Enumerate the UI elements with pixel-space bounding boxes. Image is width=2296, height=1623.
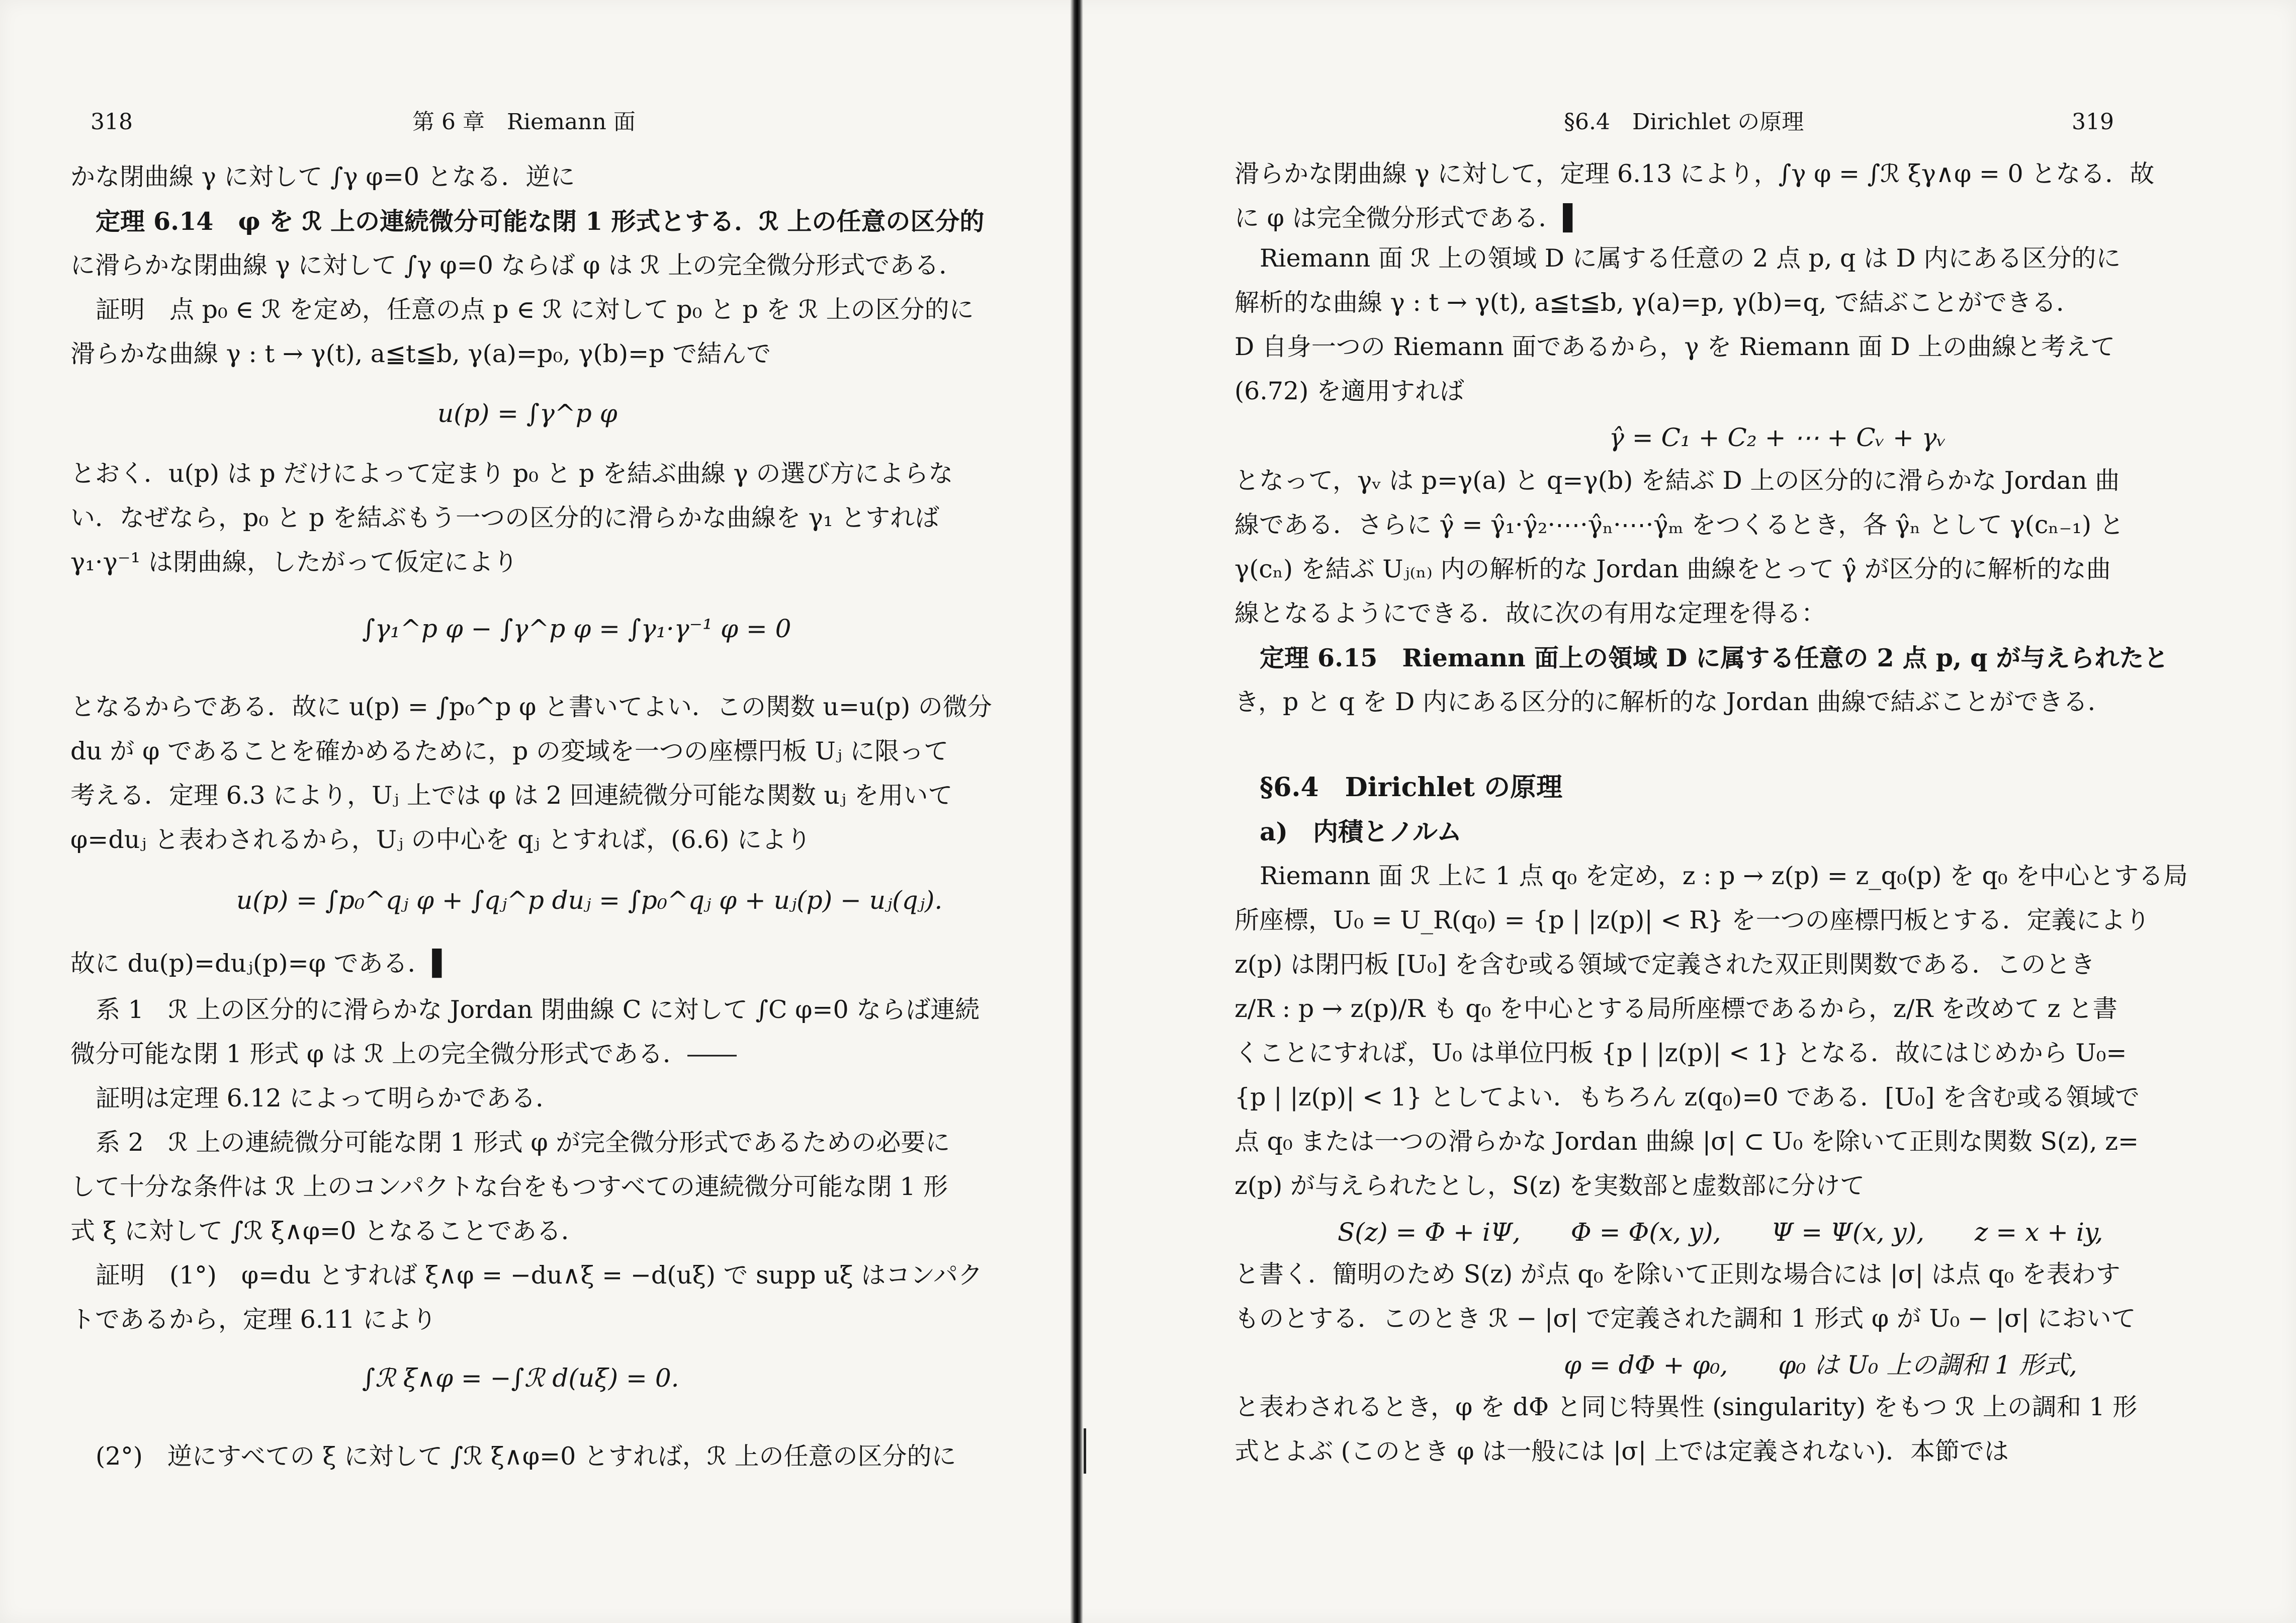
right-line-7: となって，γᵥ は p=γ(a) と q=γ(b) を結ぶ D 上の区分的に滑らかな Jordan 曲: [1234, 466, 2120, 495]
right-line-21: と表わされるとき，φ を dΦ と同じ特異性 (singularity) をもつ ℛ 上の調和 1 形: [1234, 1393, 2138, 1421]
proof-line-6: となるからである．故に u(p) = ∫p₀^p φ と書いてよい．この関数 u=u(p) の微分: [70, 693, 992, 721]
theorem-6-14-line-1: 定理 6.14 φ を ℛ 上の連続微分可能な閉 1 形式とする．ℛ 上の任意の区分的: [96, 207, 985, 236]
right-line-10: 線となるようにできる．故に次の有用な定理を得る：: [1234, 599, 1826, 628]
corollary-1-line-2: 微分可能な閉 1 形式 φ は ℛ 上の完全微分形式である．――: [70, 1040, 737, 1068]
right-line-2: に φ は完全微分形式である．▌: [1234, 204, 1582, 232]
right-line-20: ものとする．このとき ℛ − |σ| で定義された調和 1 形式 φ が U₀ − |σ| において: [1234, 1304, 2136, 1333]
right-line-16: {p | |z(p)| < 1} としてよい．もちろん z(q₀)=0 である．[U₀] を含む或る領域で: [1234, 1083, 2140, 1112]
corollary-2-proof-line-2: トであるから，定理 6.11 により: [70, 1305, 437, 1334]
corollary-2-line-1: 系 2 ℛ 上の連続微分可能な閉 1 形式 φ が完全微分形式であるための必要に: [96, 1128, 950, 1157]
subsection-heading: a) 内積とノルム: [1260, 817, 1462, 846]
left-page-number: 318: [91, 109, 133, 135]
proof-line-2: 滑らかな曲線 γ : t → γ(t), a≦t≦b, γ(a)=p₀, γ(b)=p で結んで: [70, 339, 771, 368]
right-line-4: 解析的な曲線 γ : t → γ(t), a≦t≦b, γ(a)=p, γ(b)=q, で結ぶことができる．: [1234, 288, 2081, 317]
corollary-2-line-3: 式 ξ に対して ∫ℛ ξ∧φ=0 となることである．: [70, 1217, 586, 1245]
equation-integral-difference: ∫γ₁^p φ − ∫γ^p φ = ∫γ₁·γ⁻¹ φ = 0: [362, 614, 791, 643]
proof-line-9: φ=duⱼ と表わされるから，Uⱼ の中心を qⱼ とすれば，(6.6) により: [70, 825, 811, 854]
right-line-18: z(p) が与えられたとし，S(z) を実数部と虚数部に分けて: [1234, 1171, 1865, 1200]
theorem-6-15-line-1: 定理 6.15 Riemann 面上の領域 D に属する任意の 2 点 p, q が与えられたと: [1260, 643, 2169, 672]
proof-line-3: とおく．u(p) は p だけによって定まり p₀ と p を結ぶ曲線 γ の選び方によらな: [70, 459, 953, 488]
equation-u-p: u(p) = ∫γ^p φ: [437, 399, 617, 428]
right-line-17: 点 q₀ または一つの滑らかな Jordan 曲線 |σ| ⊂ U₀ を除いて正則な関数 S(z), z=: [1234, 1127, 2139, 1156]
right-line-13: z(p) は閉円板 [U₀] を含む或る領域で定義された双正則関数である．このとき: [1234, 950, 2095, 979]
left-running-title: 第 6 章 Riemann 面: [412, 109, 636, 135]
equation-u-decomposition: u(p) = ∫p₀^qⱼ φ + ∫qⱼ^p duⱼ = ∫p₀^qⱼ φ + uⱼ(p) − uⱼ(qⱼ).: [236, 886, 943, 915]
equation-gamma-hat: γ̂ = C₁ + C₂ + ⋯ + Cᵥ + γᵥ: [1609, 423, 1947, 452]
right-line-1: 滑らかな閉曲線 γ に対して，定理 6.13 により，∫γ φ = ∫ℛ ξγ∧φ = 0 となる．故: [1234, 159, 2155, 188]
right-line-19: と書く．簡明のため S(z) が点 q₀ を除いて正則な場合には |σ| は点 q₀ を表わす: [1234, 1260, 2121, 1289]
corollary-2-line-2: して十分な条件は ℛ 上のコンパクトな台をもつすべての連続微分可能な閉 1 形: [70, 1172, 948, 1201]
proof-conclusion: 故に du(p)=duⱼ(p)=φ である．▌: [70, 949, 452, 978]
right-line-22: 式とよぶ (このとき φ は一般には |σ| 上では定義されない)．本節では: [1234, 1437, 2009, 1466]
equation-xi-wedge-phi: ∫ℛ ξ∧φ = −∫ℛ d(uξ) = 0.: [362, 1363, 679, 1393]
right-line-11: Riemann 面 ℛ 上に 1 点 q₀ を定め，z : p → z(p) = z_q₀(p) を q₀ を中心とする局: [1260, 862, 2188, 890]
equation-phi: φ = dΦ + φ₀, φ₀ は U₀ 上の調和 1 形式,: [1564, 1350, 2077, 1380]
left-page: [0, 0, 1076, 1623]
corollary-2-proof-line-3: (2°) 逆にすべての ξ に対して ∫ℛ ξ∧φ=0 とすれば，ℛ 上の任意の区分的に: [96, 1442, 956, 1471]
section-heading: §6.4 Dirichlet の原理: [1260, 772, 1563, 803]
corollary-1-line-1: 系 1 ℛ 上の区分的に滑らかな Jordan 閉曲線 C に対して ∫C φ=0 ならば連続: [96, 995, 980, 1024]
right-line-15: くことにすれば，U₀ は単位円板 {p | |z(p)| < 1} となる．故にはじめから U₀=: [1234, 1039, 2127, 1067]
theorem-6-14-line-2: に滑らかな閉曲線 γ に対して ∫γ φ=0 ならば φ は ℛ 上の完全微分形式である．: [70, 251, 964, 280]
left-line-1: かな閉曲線 γ に対して ∫γ φ=0 となる．逆に: [70, 162, 575, 191]
corollary-1-proof: 証明は定理 6.12 によって明らかである．: [96, 1084, 561, 1113]
right-page: [1086, 0, 2296, 1623]
right-line-5: D 自身一つの Riemann 面であるから，γ を Riemann 面 D 上の曲線と考えて: [1234, 332, 2115, 361]
equation-s-z: S(z) = Φ + iΨ, Φ = Φ(x, y), Ψ = Ψ(x, y), z = x + iy,: [1338, 1218, 2103, 1247]
right-running-title: §6.4 Dirichlet の原理: [1564, 109, 1804, 135]
proof-line-4: い．なぜなら，p₀ と p を結ぶもう一つの区分的に滑らかな曲線を γ₁ とすれば: [70, 503, 940, 532]
right-line-14: z/R : p → z(p)/R も q₀ を中心とする局所座標であるから，z/R を改めて z と書: [1234, 994, 2117, 1023]
theorem-6-15-line-2: き，p と q を D 内にある区分的に解析的な Jordan 曲線で結ぶことができる．: [1234, 688, 2112, 716]
right-line-3: Riemann 面 ℛ 上の領域 D に属する任意の 2 点 p, q は D 内にある区分的に: [1260, 244, 2121, 273]
right-line-8: 線である．さらに γ̂ = γ̂₁·γ̂₂·⋯·γ̂ₙ·⋯·γ̂ₘ をつくるとき，各 γ̂ₙ として γ(cₙ₋₁) と: [1234, 510, 2124, 539]
right-page-number: 319: [2072, 109, 2114, 135]
proof-line-8: 考える．定理 6.3 により，Uⱼ 上では φ は 2 回連続微分可能な関数 uⱼ を用いて: [70, 781, 953, 810]
proof-line-1: 証明 点 p₀ ∈ ℛ を定め，任意の点 p ∈ ℛ に対して p₀ と p を ℛ 上の区分的に: [96, 295, 974, 324]
book-spine: [1070, 0, 1083, 1623]
proof-line-7: du が φ であることを確かめるために，p の変域を一つの座標円板 Uⱼ に限って: [70, 737, 949, 765]
right-line-9: γ(cₙ) を結ぶ Uⱼ₍ₙ₎ 内の解析的な Jordan 曲線をとって γ̂ が区分的に解析的な曲: [1234, 555, 2111, 583]
corollary-2-proof-line-1: 証明 (1°) φ=du とすれば ξ∧φ = −du∧ξ = −d(uξ) で supp uξ はコンパク: [96, 1261, 983, 1290]
right-line-12: 所座標，U₀ = U_R(q₀) = {p | |z(p)| < R} を一つの座標円板とする．定義により: [1234, 906, 2150, 934]
right-line-6: (6.72) を適用すれば: [1234, 377, 1464, 405]
proof-line-5: γ₁·γ⁻¹ は閉曲線，したがって仮定により: [70, 548, 518, 576]
